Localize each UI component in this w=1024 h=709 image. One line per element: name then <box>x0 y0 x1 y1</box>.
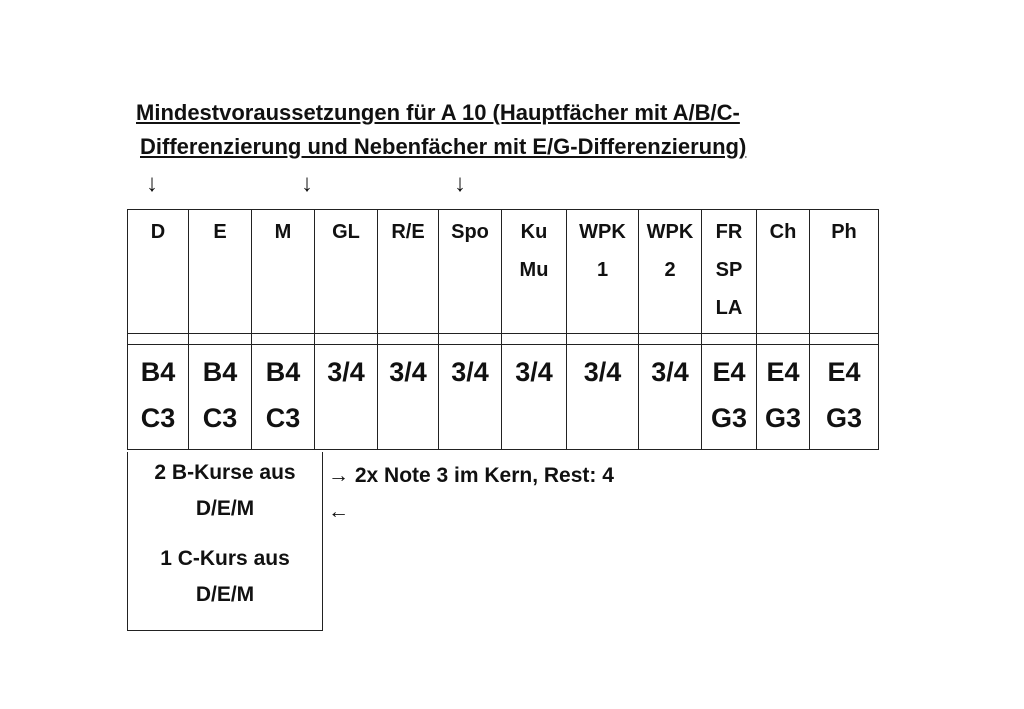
separator-cell <box>315 334 378 345</box>
header-text: 2 <box>664 259 676 281</box>
value-text: C3 <box>265 403 301 433</box>
document-title <box>136 96 896 164</box>
b-course-line-1: 2 B-Kurse aus <box>154 461 296 484</box>
value-cell <box>757 345 810 450</box>
header-text: WPK <box>646 221 694 243</box>
value-text: 3/4 <box>583 357 622 387</box>
separator-row <box>128 334 879 345</box>
value-cell <box>189 345 252 450</box>
column-header <box>378 210 439 334</box>
separator-cell <box>702 334 757 345</box>
value-text: B4 <box>202 357 238 387</box>
column-header <box>189 210 252 334</box>
header-text: GL <box>332 221 360 243</box>
value-cell <box>702 345 757 450</box>
header-text: D <box>150 221 166 243</box>
header-text: Ph <box>831 221 857 243</box>
value-cell <box>439 345 502 450</box>
column-header <box>702 210 757 334</box>
value-text: G3 <box>764 403 802 433</box>
header-text: Mu <box>519 259 549 281</box>
down-arrow-icon: ↓ <box>146 170 158 197</box>
header-text: WPK <box>579 221 626 243</box>
down-arrow-icon: ↓ <box>454 170 466 197</box>
value-text: 3/4 <box>389 357 427 387</box>
value-cell <box>810 345 879 450</box>
c-course-line-2: D/E/M <box>195 583 255 606</box>
title-line-2: Differenzierung und Nebenfächer mit E/G-Differenzierung) <box>140 134 747 159</box>
value-text: E4 <box>766 357 800 387</box>
separator-cell <box>810 334 879 345</box>
value-row <box>128 345 879 450</box>
column-header <box>567 210 639 334</box>
course-requirements-box <box>127 452 323 631</box>
requirements-table <box>127 209 879 450</box>
value-text: C3 <box>202 403 238 433</box>
value-text: B4 <box>265 357 301 387</box>
note-line-1: → 2x Note 3 im Kern, Rest: 4 <box>328 464 614 487</box>
value-text: 3/4 <box>451 357 489 387</box>
separator-cell <box>639 334 702 345</box>
header-text: Ch <box>769 221 797 243</box>
separator-cell <box>502 334 567 345</box>
header-row <box>128 210 879 334</box>
value-text: G3 <box>710 403 748 433</box>
value-text: B4 <box>140 357 176 387</box>
title-line-1: Mindestvoraussetzungen für A 10 (Hauptfächer mit A/B/C- <box>136 100 740 125</box>
column-header <box>639 210 702 334</box>
column-header <box>252 210 315 334</box>
value-text: E4 <box>712 357 746 387</box>
value-cell <box>315 345 378 450</box>
note-line-2: ← <box>328 500 349 523</box>
separator-cell <box>378 334 439 345</box>
c-course-line-1: 1 C-Kurs aus <box>160 547 290 570</box>
separator-cell <box>757 334 810 345</box>
value-cell <box>639 345 702 450</box>
separator-cell <box>252 334 315 345</box>
value-cell <box>567 345 639 450</box>
header-text: Ku <box>520 221 548 243</box>
column-header <box>439 210 502 334</box>
header-text: LA <box>715 297 743 319</box>
header-text: M <box>274 221 292 243</box>
down-arrow-icon: ↓ <box>301 170 313 197</box>
grade-note <box>328 458 614 530</box>
separator-cell <box>189 334 252 345</box>
value-text: C3 <box>140 403 176 433</box>
header-text: Spo <box>451 221 489 243</box>
column-header <box>810 210 879 334</box>
column-header <box>128 210 189 334</box>
value-cell <box>128 345 189 450</box>
header-text: FR <box>715 221 743 243</box>
separator-cell <box>439 334 502 345</box>
value-text: 3/4 <box>515 357 553 387</box>
b-course-line-2: D/E/M <box>195 497 255 520</box>
value-cell <box>502 345 567 450</box>
value-cell <box>252 345 315 450</box>
separator-cell <box>128 334 189 345</box>
value-text: 3/4 <box>651 357 689 387</box>
value-cell <box>378 345 439 450</box>
header-text: E <box>213 221 227 243</box>
value-text: E4 <box>827 357 861 387</box>
column-header <box>757 210 810 334</box>
column-header <box>502 210 567 334</box>
value-text: 3/4 <box>327 357 365 387</box>
value-text: G3 <box>825 403 863 433</box>
header-text: 1 <box>596 259 609 281</box>
separator-cell <box>567 334 639 345</box>
column-header <box>315 210 378 334</box>
header-text: R/E <box>391 221 425 243</box>
header-text: SP <box>715 259 743 281</box>
